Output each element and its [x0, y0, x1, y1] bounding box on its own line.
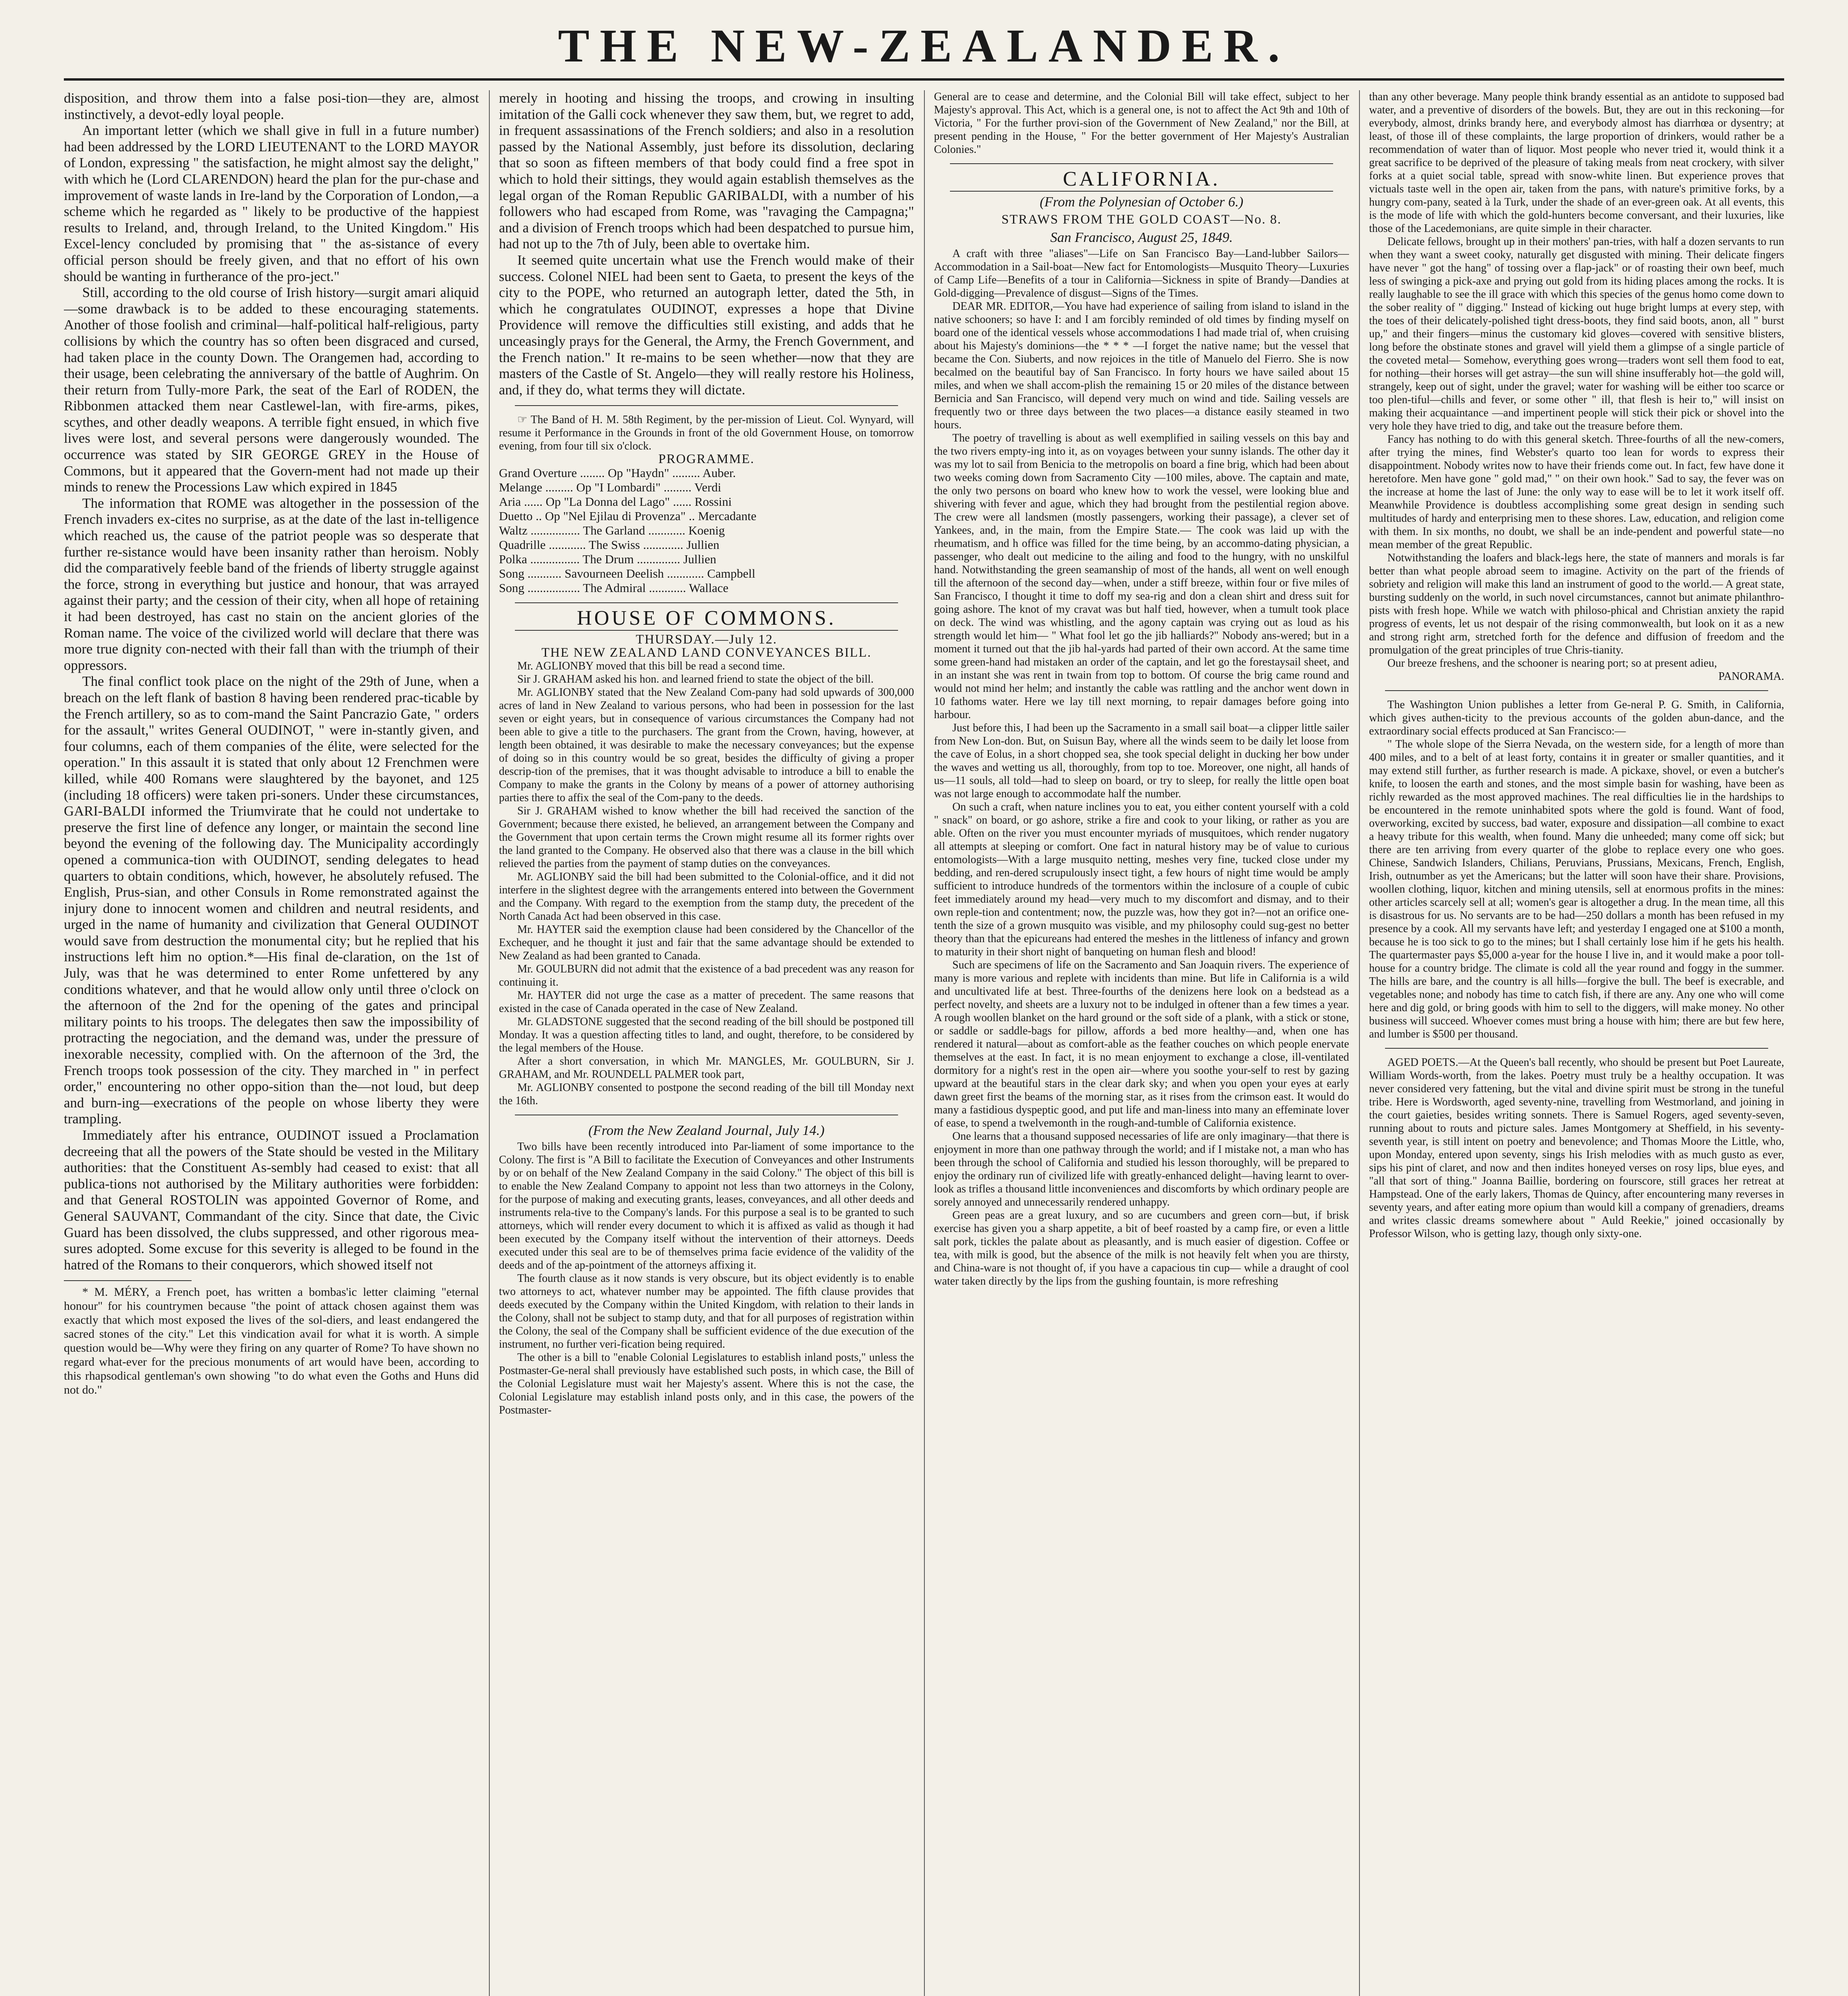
paragraph: On such a craft, when nature inclines you to eat, you either content yourself with a cold " snack" on board, or go ashore, strike a fire and cook to your liking, or rather as you are able. Often on the river you must encounter myriads of musquitoes, which render nugatory all attempts at sleeping or comfort. One fact in natural history may be of value to curious entomologists—With a large musquito netting, meshes very fine, tucked close under my bedding, and ren-dered scrupulously insect tight, a few hours of night time would be amply sufficient to introduce hundreds of the tormentors within the inclosure of a couple of cubic feet immediately around my head—very much to my discomfort and dismay, and to their own reple-tion and contentment; now, the puzzle was, how they got in?—not an orifice one-tenth the size of a grown musquito was visible, and my philosophy could sug-gest no better theory than that the epicureans had entered the meshes in the littleness of infancy and grown to maturity in their short night of banqueting on human flesh and blood! [934, 801, 1349, 958]
bill-title: THE NEW ZEALAND LAND CONVEYANCES BILL. [541, 645, 872, 660]
paragraph: One learns that a thousand supposed necessaries of life are only imaginary—that there is enjoyment in more than one pathway through the world; and if I mistake not, a man who has been through the school of California and studied his lesson thoroughly, will be prepared to enjoy the ordinary run of civilized life with greatly-enhanced delight—having learnt to over-look as trifles a thousand little inconveniences and discomforts by which ordinary people are sorely annoyed and unnecessarily rendered unhappy. [934, 1130, 1349, 1209]
paragraph: Two bills have been recently introduced into Par-liament of some importance to the Colony. The first is "A Bill to facilitate the Execution of Conveyances and other Instruments by or on behalf of the New Zealand Company in the said Colony." The object of this bill is to enable the New Zealand Company to appoint not less than two attorneys in the Colony, for the purpose of making and executing grants, leases, conveyances, and all other deeds and instruments rela-tive to the Company's lands. For this purpose a seal is to be granted to such attorneys, which will render every document to which it is affixed as valid as though it had been executed by the Company itself without the intervention of their attorneys. Deeds executed under this seal are to be of themselves prima facie evidence of the validity of the deeds and of the ap-pointment of the attorneys affixing it. [499, 1141, 914, 1272]
paragraph: " The whole slope of the Sierra Nevada, on the western side, for a length of more than 400 miles, and to a belt of at least forty, contains it in greater or smaller quantities, and it may extend still further, as further research is made. A pickaxe, shovel, or even a butcher's knife, to loosen the earth and stones, and the most simple basin for washing, have been as richly rewarded as the most approved machines. The real difficulties lie in the hardships to be encountered in the remote uninhabited spots where the gold is found. Want of food, overworking, excited by success, bad water, exposure and dissipation—all combine to exact a heavy tribute for this wealth, when found. Many die unheeded; many come off sick; but there are ten arriving from every quarter of the globe to replace every one who goes. Chinese, Sandwich Islanders, Chilians, Peruvians, Prussians, Mexicans, French, English, Irish, outnumber as yet the Americans; but the latter will soon have their share. Provisions, woollen clothing, liquor, kitchen and mining utensils, sell at enormous profits in the mines: other articles scarcely sell at all; women's gear is altogether a drug. In the mean time, all this is disastrous for us. No servants are to be had—250 dollars a month has been refused in my presence by a cook. All my servants have left; and yesterday I engaged one at $100 a month, because he is too sick to go to the mines; but I shall certainly lose him if he gets his health. The quartermaster pays $5,000 a-year for the house I live in, and it would make a poor toll-house for a country bridge. The climate is cold all the year round and foggy in the summer. The hills are bare, and the country is all hills—forgive the bull. The beef is execrable, and vegetables none; and nobody has time to catch fish, if there are any. Any one who will come here and dig gold, or bring goods with him to sell to the diggers, will make money. No other business will succeed. Whoever comes must bring a house with him; there are but few here, and lumber is $500 per thousand. [1369, 738, 1784, 1040]
paragraph: The final conflict took place on the night of the 29th of June, when a breach on the left flank of bastion 8 having been rendered prac-ticable by the French artillery, so as to com-mand the Saint Pancrazio Gate, " orders for the assault," writes General OUDINOT, " were in-stantly given, and four columns, each of them companies of the élite, were selected for the operation." In this assault it is stated that only about 12 Frenchmen were killed, while 400 Romans were slaughtered by the bayonet, and 125 (including 18 officers) were taken pri-soners. Under these circumstances, GARI-BALDI informed the Triumvirate that he could not undertake to preserve the first line of defence any longer, or maintain the second line beyond the evening of the following day. The Municipality accordingly opened a communica-tion with OUDINOT, sending delegates to head quarters to obtain conditions, which, however, he absolutely refused. The English, Prus-sian, and other Consuls in Rome remonstrated against the injury done to innocent women and children and neutral residents, and urged in the name of humanity and civilization that General OUDINOT would save from destruction the monumental city; but he replied that his instructions left him no option.*—His final de-claration, on the 1st of July, was that he was determined to enter Rome unfettered by any conditions whatever, and that he would allow only until three o'clock on the afternoon of the 2nd for the opening of the gates and principal military points to his troops. The delegates then saw the impossibility of protracting the negociation, and the demand was, under the pressure of inexorable necessity, complied with. On the afternoon of the 3rd, the French troops took possession of the city. They marched in " in perfect order," encountering no other oppo-sition than the—not loud, but deep and burn-ing—execrations of the people on whose liberty they were trampling. [64, 673, 479, 1127]
section-rule [1385, 690, 1768, 691]
paragraph: disposition, and throw them into a false posi-tion—they are, almost instinctively, a devot-edly loyal people. [64, 90, 479, 122]
paragraph: Mr. AGLIONBY moved that this bill be read a second time. [517, 659, 785, 672]
programme-item: Aria ...... Op "La Donna del Lago" ...... Rossini [499, 495, 732, 509]
column-4 [1369, 90, 1784, 1996]
section-rule [950, 163, 1333, 164]
programme-item: Polka ................ The Drum .............. Jullien [499, 552, 716, 566]
paragraph: DEAR MR. EDITOR,—You have had experience of sailing from island to island in the native schooners; so have I: and I am forcibly reminded of old times by finding myself on board one of the identical vessels whose accommodations I had made trial of, when cruising about his Majesty's dominions—the * * * —I forget the native name; but the vessel that became the Con. Siuberts, and now rejoices in the title of Manuelo del Fierro. She is now becalmed on the beautiful bay of San Francisco. In forty hours we have sailed about 15 miles, and when we shall accom-plish the remaining 15 or 20 miles of the distance between Bernicia and San Francisco, will depend very much on wind and tide. Sailing vessels are frequently two or three days between the two places—a distance easily steamed in two hours. [934, 300, 1349, 432]
column-1 [64, 90, 479, 1996]
paragraph: Notwithstanding the loafers and black-legs here, the state of manners and morals is far better than what people abroad seem to imagine. Activity on the part of the friends of sobriety and religion will make this land an instrument of good to the world.— A great state, bursting suddenly on the world, in such novel circumstances, cannot but animate philanthro-pists with fresh hope. While we watch with philoso-phical and Christian anxiety the rapid progress of events, let us not despair of the rising commonwealth, but look on it as a new and strong right arm, stretched forth for the defence and diffusion of freedom and the promulgation of the great principles of true Chris-tianity. [1369, 552, 1784, 656]
paragraph: Sir J. GRAHAM wished to know whether the bill had received the sanction of the Government; because there existed, he believed, an arrangement between the Company and the Government that upon certain terms the Crown might resume all its former rights over the land granted to the Company. He observed also that there was a clause in the bill which relieved the parties from the payment of stamp duties on the conveyances. [499, 804, 914, 870]
paragraph: General are to cease and determine, and the Colonial Bill will take effect, subject to her Majesty's approval. This Act, which is a general one, is not to affect the Act 9th and 10th of Victoria, " For the further provi-sion of the Government of New Zealand," nor the Bill, at present pending in the House, " For the better government of Her Majesty's Australian Colonies." [934, 91, 1349, 156]
paragraph: Delicate fellows, brought up in their mothers' pan-tries, with half a dozen servants to run when they want a sweet cooky, naturally get disgusted with mining. Their delicate fingers have never " got the hang" of tossing over a flap-jack" or of roasting their own beef, much less of swinging a pick-axe and prying out gold from its hiding places among the rocks. It is really laughable to see the ill grace with which this species of the genus homo come down to the sober reality of " digging." Instead of kicking out huge bright lumps at every step, with the toes of their delicately-polished tight dress-boots, they find said boots, anon, all " burst up," and their fingers—minus the customary kid gloves—covered with sensitive blisters, long before the obstinate stones and gravel will yield them a glimpse of a single particle of the coveted metal— Somehow, everything goes wrong—traders wont sell them food to eat, for nothing—their horses will get astray—the sun will shine insufferably hot—the gold will, strangely, keep out of sight, under the gravel; water for washing will be either too scarce or too plen-tiful—chills and fever, or some other " ill, that flesh is heir to," will insist on making their acquaintance —and impertinent people will stick their pick or shovel into the very hole they have tried to dig, and take out the treasure before them. [1369, 236, 1784, 432]
programme-item: Melange ......... Op "I Lombardi" ......... Verdi [499, 480, 721, 495]
section-rule [515, 405, 898, 406]
column-divider [489, 90, 490, 1996]
paragraph: Immediately after his entrance, OUDINOT issued a Proclamation decreeing that all the powers of the State should be vested in the Military authorities: that the Constituent As-sembly had ceased to exist: that all publica-tions not authorised by the Military authorities were forbidden: and that General ROSTOLIN was appointed Governor of Rome, and General SAUVANT, Commandant of the city. Since that date, the Civic Guard has been dissolved, the clubs suppressed, and other rigorous mea-sures adopted. Some excuse for this severity is alleged to be found in the hatred of the Romans to their conquerors, which showed itself not [64, 1127, 479, 1273]
paragraph: Mr. AGLIONBY consented to postpone the second reading of the bill till Monday next the 16th. [499, 1081, 914, 1107]
section-heading: HOUSE OF COMMONS. [577, 607, 836, 630]
paragraph: The fourth clause as it now stands is very obscure, but its object evidently is to enable two attorneys to act, whatever number may be appointed. The fifth clause provides that deeds executed by the Company within the United Kingdom, with relation to their lands in the Colony, shall not be subject to stamp duty, and that for all purposes of registration within the Colony, the seal of the Company shall be sufficient evidence of the due execution of the instrument, no further veri-fication being required. [499, 1272, 914, 1351]
section-rule [950, 191, 1333, 192]
paragraph: The other is a bill to "enable Colonial Legislatures to establish inland posts," unless the Postmaster-Ge-neral shall previously have established such posts, in which case, the Bill of the Colonial Legislature must wait her Majesty's assent. Where this is not the case, the Colonial Legislature may establish inland posts only, and in this case, the powers of the Postmaster- [499, 1351, 914, 1417]
section-rule [1385, 1048, 1768, 1049]
paragraph: The Washington Union publishes a letter from Ge-neral P. G. Smith, in California, which gives authen-ticity to the previous accounts of the golden abun-dance, and the extraordinary social effects produced at San Francisco:— [1369, 699, 1784, 737]
paragraph: After a short conversation, in which Mr. MANGLES, Mr. GOULBURN, Sir J. GRAHAM, and Mr. ROUNDELL PALMER took part, [499, 1055, 914, 1081]
paragraph: Mr. GOULBURN did not admit that the existence of a bad precedent was any reason for continuing it. [499, 962, 914, 988]
programme-item: Song ................. The Admiral ............ Wallace [499, 581, 728, 595]
paragraph: The poetry of travelling is about as well exemplified in sailing vessels on this bay and the two rivers empty-ing into it, as on voyages between your sunny islands. The other day it was my lot to sail from Benicia to the metropolis on board a fine brig, which had been about two weeks coming down from Sacramento City —100 miles, above. The captain and mate, the only two persons on board who knew how to work the vessel, were looking blue and shivering with fever and ague, which they had brought from the pestilential region above. The crew were all landsmen (mostly passengers, working their passage), a clever set of Yankees, and, in the main, from the Empire State.— The cook was laid up with the rheumatism, and h office was filled for the time being, by an accommo-dating physician, a passenger, who dealt out medicine to the ailing and food to the hungry, with no unskilful hand. Notwithstanding the green seamanship of most of the hands, all went on well enough till the afternoon of the second day—when, under a stiff breeze, within four or five miles of San Francisco, I thought it time to doff my sea-rig and don a clean shirt and dress suit for going ashore. The knot of my cravat was but half tied, however, when a tumult took place on deck. The wind was whistling, and the agony captain was crying out as loud as his strength would let him— " What fool let go the jib halliards?" Nobody ans-wered; but in a moment it turned out that the jib hal-yards had parted of their own accord. At the same time some green-hand had mistaken an order of the captain, and let go the forestaysail sheet, and in an instant she was rent in twain from top to bottom. Of course the brig came round and would not mind her helm; and instantly the cable was rattling and the anchor went down in 10 fathoms water. Here we lay till next morning, to repair damages before going into harbour. [934, 432, 1349, 721]
synopsis: A craft with three "aliases"—Life on San Francisco Bay—Land-lubber Sailors—Accommodation in a Sail-boat—New fact for Entomologists—Musquito Theory—Luxuries of Camp Life—Benefits of a tour in California—Sickness in spite of Brandy—Dandies at Gold-digging—Prevalence of disgust—Signs of the Times. [934, 248, 1349, 300]
paragraph: Green peas are a great luxury, and so are cucumbers and green corn—but, if brisk exercise has given you a sharp appetite, a bit of beef roasted by a camp fire, or even a little salt pork, tickles the palate about as pleasantly, and is much easier of digestion. Coffee or tea, with milk is good, but the absence of the milk is not heavily felt when you are thirsty, and China-ware is not thought of, if you have a capacious tin cup— while a draught of cool water taken directly by the lips from the gushing fountain, is more refreshing [934, 1209, 1349, 1288]
paragraph: Mr. HAYTER said the exemption clause had been considered by the Chancellor of the Exchequer, and he thought it just and fair that the same advantage should be extended to New Zealand as had been granted to Canada. [499, 923, 914, 962]
section-date: THURSDAY.—July 12. [635, 632, 778, 647]
section-heading: CALIFORNIA. [1063, 168, 1220, 190]
paragraph: Still, according to the old course of Irish history—surgit amari aliquid—some drawback is to be added to these encouraging statements. Another of those foolish and criminal—half-political half-religious, party collisions by which the country has so often been disgraced and cursed, had taken place in the county Down. The Orangemen had, according to their usage, been celebrating the anniversary of the battle of Aughrim. On their return from Tully-more Park, the seat of the Earl of RODEN, the Ribbonmen attacked them near Castlewel-lan, with fire-arms, pikes, scythes, and other deadly weapons. A terrible fight ensued, in which five lives were lost, and several persons were dangerously wounded. The occurrence was stated by SIR GEORGE GREY in the House of Commons, but it appeared that the Govern-ment had not made up their minds to renew the Processions Law which expired in 1845 [64, 285, 479, 495]
programme-list [499, 466, 914, 595]
article-heading: STRAWS FROM THE GOLD COAST—No. 8. [1001, 212, 1282, 227]
paragraph: Mr. HAYTER did not urge the case as a matter of precedent. The same reasons that existed in the case of Canada operated in the case of New Zealand. [499, 989, 914, 1015]
programme-item: Quadrille ............ The Swiss ............. Jullien [499, 538, 720, 552]
paragraph: It seemed quite uncertain what use the French would make of their success. Colonel NIEL had been sent to Gaeta, to present the keys of the city to the POPE, who returned an autograph letter, dated the 5th, in which he congratulates OUDINOT, expresses a hope that Divine Providence will remove the difficulties still existing, and adds that he unceasingly prays for the General, the Army, the French Government, and the French nation." It re-mains to be seen whether—now that they are masters of the Castle of St. Angelo—they will really restore his Holiness, and, if they do, what terms they will dictate. [499, 252, 914, 398]
masthead-rule [64, 78, 1784, 81]
column-2 [499, 90, 914, 1996]
paragraph: AGED POETS.—At the Queen's ball recently, who should be present but Poet Laureate, William Words-worth, from the lakes. Poetry must truly be a healthy occupation. It was never considered very fattening, but the vital and divine spirit must be strong in the tuneful tribe. Here is Wordsworth, aged seventy-nine, travelling from Westmorland, and joining in the court gaieties, besides writing sonnets. There is Samuel Rogers, aged seventy-seven, running about to routs and picture sales. James Montgomery at Sheffield, in his seventy-seventh year, is still intent on poetry and benevolence; and Thomas Moore the Little, who, upon Monday, entered upon seventy, sings his Irish melodies with as much gusto as ever, sips his pint of claret, and now and then indites honeyed verses on rosy lips, blue eyes, and "all that sort of thing." Joanna Baillie, bordering on fourscore, still graces her retreat at Hampstead. One of the early lakers, Thomas de Quincy, after encountering many reverses in seventy years, and after eating more opium than would kill a company of grenadiers, dreams and writes classic dreams somewhere about " Auld Reekie," joined occasionally by Professor Wilson, who is getting lazy, though only sixty-one. [1369, 1056, 1784, 1240]
programme-item: Song ........... Savourneen Deelish ............ Campbell [499, 566, 756, 581]
masthead: THE NEW-ZEALANDER. [558, 20, 1290, 72]
paragraph: Sir J. GRAHAM asked his hon. and learned friend to state the object of the bill. [517, 673, 874, 685]
section-rule [515, 630, 898, 631]
source-line: (From the Polynesian of October 6.) [1040, 194, 1243, 210]
dateline: San Francisco, August 25, 1849. [1050, 229, 1233, 245]
paragraph: Fancy has nothing to do with this general sketch. Three-fourths of all the new-comers, after trying the mines, find Webster's quarto too lean for words to express their disappointment. Nobody writes now to have their friends come out. In fact, few have done it heretofore. Men have gone " gold mad," " on their own hook." Sad to say, the fever was on the increase at home the last of June: the only way to ease will be to let it work itself off. Meanwhile Providence is doubtless accomplishing some great design in sending such multitudes of hardy and enterprising men to these shores. Law, education, and religion come with them. In six months, no doubt, we shall be an inde-pendent and powerful state—no mean member of the great Republic. [1369, 433, 1784, 551]
column-3 [934, 90, 1349, 1996]
paragraph: Just before this, I had been up the Sacramento in a small sail boat—a clipper little sailer from New Lon-don. But, on Suisun Bay, where all the winds seem to be daily let loose from the cave of Eolus, in a short chopped sea, she took special delight in ducking her bow under the waves and wetting us all, thoroughly, from top to toe. Moreover, one night, all hands of us—11 souls, all told—had to sleep on board, or try to sleep, for really the little open boat was not large enough to accommodate half the number. [934, 722, 1349, 800]
paragraph: An important letter (which we shall give in full in a future number) had been addressed by the LORD LIEUTENANT to the LORD MAYOR of London, expressing " the satisfaction, he might almost say the delight," with which he (Lord CLARENDON) heard the plan for the pur-chase and improvement of waste lands in Ire-land by the Corporation of London,—a scheme which he regarded as " likely to be productive of the happiest results to Ireland, and, through Ireland, to the United Kingdom." His Excel-lency concluded by promising that " the as-sistance of every official person should be freely given, and that no effort of his own should be wanting in furtherance of the pro-ject." [64, 123, 479, 284]
programme-item: Grand Overture ........ Op "Haydn" ......... Auber. [499, 466, 736, 480]
programme-item: Waltz ................ The Garland ............ Koenig [499, 523, 725, 538]
paragraph: than any other beverage. Many people think brandy essential as an antidote to supposed bad water, and a preventive of disorders of the bowels. But, they are out in this reckoning—for everybody, almost, drinks brandy here, and everybody almost has diarrhœa or dysentry; at least, of those ill of these complaints, the large proportion of drinkers, would rather be a recommendation of water than of liquor. Most people who never tried it, would think it a great sacrifice to be deprived of the pleasure of taking meals from neat crockery, with silver forks at a quiet social table, spread with snow-white linen. But experience proves that victuals taste well in the open air, taken from the pans, with nature's primitive forks, by a hungry com-pany, seated à la Turk, under the shade of an ever-green oak. At all events, this is the mode of life with which the gold-hunters become conversant, and their luxuries, like those of the Lacedemonians, are quite simple in their character. [1369, 91, 1784, 235]
paragraph: Such are specimens of life on the Sacramento and San Joaquin rivers. The experience of many is more various and replete with incidents than mine. But life in California is a wild and uncultivated life at best. Three-fourths of the denizens here look on a bedstead as a perfect novelty, and sheets are a luxury not to be indulged in oftener than a few times a year. A rough woollen blanket on the hard ground or the soft side of a plank, with a stick or stone, or saddle or saddle-bags for pillow, affords a bed more healthy—and, when one has rendered it natural—about as comfort-able as the feather couches on which people enervate themselves at the east. In fact, it is no mean enjoyment to exchange a close, ill-ventilated dormitory for a night's rest in the open air—where you soothe your-self to rest by gazing upward at the beautiful stars in the clear dark sky; and when you open your eyes at early dawn greet first the beams of the morning star, as it rises from the crimson east. It would do many a fastidious dyspeptic good, and put life and man-liness into many an effeminate lover of ease, to spend a twelvemonth in the rough-and-tumble of California existence. [934, 959, 1349, 1130]
programme-item: Duetto .. Op "Nel Ejilau di Provenza" .. Mercadante [499, 509, 757, 523]
source-line: (From the New Zealand Journal, July 14.) [588, 1122, 825, 1138]
column-divider [924, 90, 925, 1996]
footnote-rule [64, 1280, 192, 1281]
programme-title: PROGRAMME. [658, 452, 755, 467]
paragraph: Our breeze freshens, and the schooner is nearing port; so at present adieu, [1387, 657, 1717, 669]
column-divider [1359, 90, 1360, 1996]
paragraph: merely in hooting and hissing the troops, and crowing in insulting imitation of the Galli cock whenever they saw them, but, we regret to add, in frequent assassinations of the French soldiers; and also in a resolution passed by the National Assembly, just before its dissolution, declaring that so soon as fifteen members of that body could find a free spot in which to hold their sittings, they would again establish themselves as the legal organ of the Roman Republic GARIBALDI, with a number of his followers who had escaped from Rome, was "ravaging the Campagna;" and a division of French troops which had been despatched to pursue him, had not up to the 7th of July, been able to overtake him. [499, 90, 914, 252]
band-notice: ☞ The Band of H. M. 58th Regiment, by the per-mission of Lieut. Col. Wynyard, will resume it Performance in the Grounds in front of the old Government House, on tomorrow evening, from four till six o'clock. [499, 414, 914, 453]
paragraph: The information that ROME was altogether in the possession of the French invaders ex-cites no surprise, as at the date of the last in-telligence which reached us, the cause of the patriot people was so desperate that further re-sistance would have been insanity rather than heroism. Nobly did the comparatively feeble band of the friends of liberty struggle against the force, strong in everything but justice and honour, that was arrayed against their party; and the cession of their city, when all hope of retaining it had been destroyed, has cast no stain on the ancient glories of the Roman name. The voice of the civilized world will declare that there was more true dignity con-nected with their fall than with the triumph of their oppressors. [64, 495, 479, 673]
paragraph: Mr. AGLIONBY stated that the New Zealand Com-pany had sold upwards of 300,000 acres of land in New Zealand to various persons, who had been in possession for the last seven or eight years, but in consequence of various circumstances the Company had not been able to give a title to the purchasers. The grant from the Crown, having, however, at length been obtained, it was desirable to make the necessary conveyances; but the expense of doing so in this country would be so great, besides the difficulty of giving a proper descrip-tion of the premises, that it was thought advisable to introduce a bill to enable the Company to make the grants in the Colony by means of a power of attorney authorising parties there to affix the seal of the Com-pany to the deeds. [499, 686, 914, 804]
paragraph: Mr. GLADSTONE suggested that the second reading of the bill should be postponed till Monday. It was a question affecting titles to land, and ought, therefore, to be considered by the legal members of the House. [499, 1015, 914, 1054]
paragraph: Mr. AGLIONBY said the bill had been submitted to the Colonial-office, and it did not interfere in the slightest degree with the arrangements entered into between the Government and the Company. With regard to the exemption from the stamp duty, the precedent of the North Canada Act had been observed in this case. [499, 870, 914, 923]
signature: PANORAMA. [1718, 670, 1784, 683]
footnote: * M. MÉRY, a French poet, has written a bombas'ic letter claiming "eternal honour" for his countrymen because "the point of attack chosen against them was exactly that which most exposed the lives of the sol-diers, and least endangered the sacred stones of the city." Let this vindication avail for what it is worth. A simple question would be—Why were they firing on any quarter of Rome? To have shown no regard what-ever for the precious monuments of art would have been, according to this rhapsodical gentleman's own showing "to do what even the Goths and Huns did not do." [64, 1285, 479, 1397]
section-rule [515, 602, 898, 603]
